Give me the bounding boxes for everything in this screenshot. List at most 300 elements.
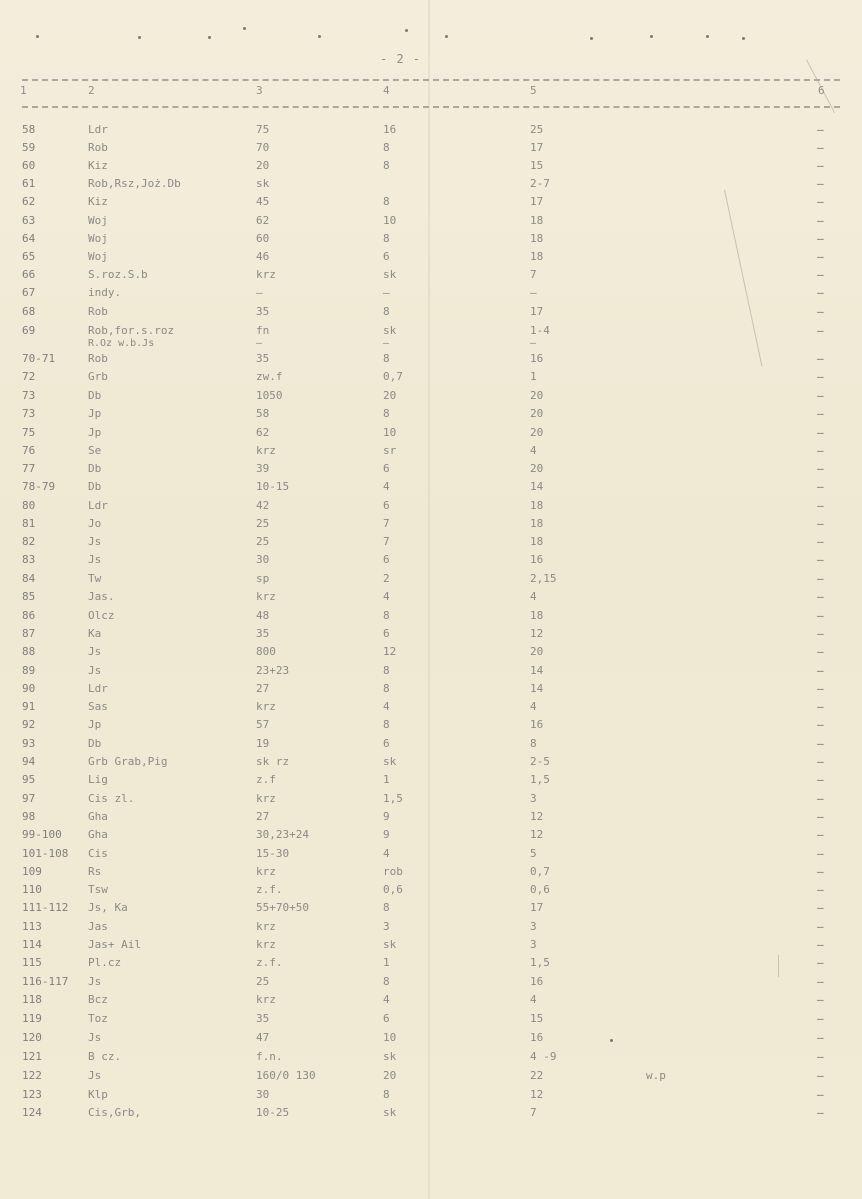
table-cell-5: 16	[530, 1031, 544, 1044]
table-row	[0, 1012, 862, 1030]
table-cell-1: 113	[22, 920, 42, 933]
table-cell-5: 17	[530, 305, 544, 318]
speck	[36, 35, 39, 38]
table-cell-5: 8	[530, 737, 537, 750]
table-cell-7: –	[817, 1069, 824, 1082]
table-cell-5: 0,7	[530, 865, 550, 878]
table-cell-4: 6	[383, 627, 390, 640]
table-cell-7: –	[817, 627, 824, 640]
table-cell-2: Woj	[88, 232, 108, 245]
table-cell-2: Ldr	[88, 682, 108, 695]
table-cell-2: Js, Ka	[88, 901, 128, 914]
table-cell-1: 92	[22, 718, 36, 731]
table-cell-5: 17	[530, 141, 544, 154]
table-cell-2: Ldr	[88, 123, 108, 136]
table-row	[0, 426, 862, 444]
table-cell-1: 101-108	[22, 847, 69, 860]
table-cell-7: –	[817, 352, 824, 365]
table-cell-3: 45	[256, 195, 270, 208]
table-cell-5: 4	[530, 590, 537, 603]
table-cell-7: –	[817, 975, 824, 988]
table-cell-3: krz	[256, 268, 276, 281]
table-cell-4: 8	[383, 664, 390, 677]
table-cell-4: 1,5	[383, 792, 403, 805]
table-cell-2: Woj	[88, 214, 108, 227]
table-cell-4: 0,7	[383, 370, 403, 383]
table-row	[0, 214, 862, 232]
table-cell-7: –	[817, 1088, 824, 1101]
table-cell-4: 6	[383, 737, 390, 750]
table-cell-4: 4	[383, 993, 390, 1006]
table-cell-4: sk	[383, 938, 397, 951]
column-header: 4	[383, 84, 390, 97]
table-cell-4: 4	[383, 590, 390, 603]
table-cell-1: 69	[22, 324, 36, 337]
table-cell-5: 20	[530, 462, 544, 475]
table-cell-3: 58	[256, 407, 270, 420]
table-cell-7: –	[817, 177, 824, 190]
table-row	[0, 141, 862, 159]
table-cell-3: 10-15	[256, 480, 290, 493]
table-cell-3: z.f	[256, 773, 276, 786]
table-cell-1: 109	[22, 865, 42, 878]
header-rule-top	[22, 79, 840, 81]
table-cell-5: 0,6	[530, 883, 550, 896]
table-cell-1: 124	[22, 1106, 42, 1119]
table-cell-5: 12	[530, 810, 544, 823]
table-cell-7: –	[817, 883, 824, 896]
table-cell-4: sr	[383, 444, 397, 457]
table-cell-1: 62	[22, 195, 36, 208]
table-cell-4: 1	[383, 773, 390, 786]
table-cell-2: Db	[88, 737, 102, 750]
table-cell-1: 94	[22, 755, 36, 768]
table-cell-7: –	[817, 700, 824, 713]
table-cell-2: Kiz	[88, 159, 108, 172]
table-row	[0, 462, 862, 480]
table-row	[0, 682, 862, 700]
table-row	[0, 1031, 862, 1049]
table-cell-5: 5	[530, 847, 537, 860]
table-cell-1: 76	[22, 444, 36, 457]
table-cell-4: 8	[383, 901, 390, 914]
table-cell-1: 120	[22, 1031, 42, 1044]
table-cell-7: –	[817, 462, 824, 475]
table-cell-2: Js	[88, 535, 102, 548]
speck	[243, 27, 246, 30]
table-cell-5: 4	[530, 444, 537, 457]
table-cell-5: 14	[530, 682, 544, 695]
table-cell-3: 60	[256, 232, 270, 245]
table-cell-7: –	[817, 305, 824, 318]
table-cell-2: Js	[88, 645, 102, 658]
table-cell-4: 8	[383, 682, 390, 695]
table-cell-7: –	[817, 810, 824, 823]
table-cell-4: 10	[383, 1031, 397, 1044]
table-cell-5: 1-4	[530, 324, 550, 337]
table-cell-4: 20	[383, 1069, 397, 1082]
column-header: 2	[88, 84, 95, 97]
table-cell-1: 89	[22, 664, 36, 677]
table-cell-4: 8	[383, 609, 390, 622]
table-row	[0, 1106, 862, 1124]
table-cell-3: zw.f	[256, 370, 283, 383]
table-cell-1: 121	[22, 1050, 42, 1063]
table-cell-7: –	[817, 938, 824, 951]
table-row	[0, 737, 862, 755]
table-cell-7: –	[817, 499, 824, 512]
table-cell-2: Lig	[88, 773, 108, 786]
table-cell-1: 72	[22, 370, 36, 383]
table-cell-5: 18	[530, 535, 544, 548]
table-cell-1: 91	[22, 700, 36, 713]
table-cell-5: 1	[530, 370, 537, 383]
table-row	[0, 499, 862, 517]
table-cell-3: 57	[256, 718, 270, 731]
table-row	[0, 975, 862, 993]
table-cell-1: 122	[22, 1069, 42, 1082]
table-cell-7: –	[817, 123, 824, 136]
table-cell-2: Js	[88, 664, 102, 677]
table-cell-1: 63	[22, 214, 36, 227]
table-cell-7: –	[817, 214, 824, 227]
table-cell-5: 4	[530, 993, 537, 1006]
table-cell-7: –	[817, 645, 824, 658]
table-cell-3: 62	[256, 426, 270, 439]
table-row	[0, 645, 862, 663]
table-row	[0, 828, 862, 846]
table-cell-7: –	[817, 232, 824, 245]
speck	[445, 35, 448, 38]
table-cell-5: 20	[530, 389, 544, 402]
table-cell-3: 55+70+50	[256, 901, 309, 914]
table-cell-2: S.roz.S.b	[88, 268, 148, 281]
table-cell-4: 8	[383, 975, 390, 988]
table-cell-7: –	[817, 159, 824, 172]
table-cell-7: –	[817, 828, 824, 841]
table-cell-4: 6	[383, 250, 390, 263]
table-cell-3: fn	[256, 324, 270, 337]
table-cell-1: 90	[22, 682, 36, 695]
table-cell-2: Woj	[88, 250, 108, 263]
table-cell-1: 78-79	[22, 480, 56, 493]
table-cell-3: krz	[256, 444, 276, 457]
table-cell-6: w.p	[646, 1069, 666, 1082]
table-row	[0, 1069, 862, 1087]
table-cell-4: 9	[383, 828, 390, 841]
table-row	[0, 1088, 862, 1106]
table-cell-5: 2-5	[530, 755, 550, 768]
table-cell-1: 85	[22, 590, 36, 603]
table-cell-5: 2,15	[530, 572, 557, 585]
table-cell-3: 75	[256, 123, 270, 136]
table-cell-2: Jas	[88, 920, 108, 933]
table-cell-5: 17	[530, 901, 544, 914]
table-cell-continuation: –	[256, 338, 263, 349]
table-cell-5: 15	[530, 159, 544, 172]
table-cell-2: Js	[88, 1069, 102, 1082]
table-cell-1: 98	[22, 810, 36, 823]
table-cell-2: Rob	[88, 352, 108, 365]
table-cell-1: 87	[22, 627, 36, 640]
table-cell-5: 2-7	[530, 177, 550, 190]
table-row	[0, 627, 862, 645]
table-cell-2: Rs	[88, 865, 102, 878]
table-row	[0, 553, 862, 571]
table-cell-1: 68	[22, 305, 36, 318]
table-cell-7: –	[817, 847, 824, 860]
table-cell-7: –	[817, 1012, 824, 1025]
table-row	[0, 718, 862, 736]
table-cell-4: 10	[383, 426, 397, 439]
table-cell-1: 77	[22, 462, 36, 475]
table-cell-2: Olcz	[88, 609, 115, 622]
table-cell-1: 99-100	[22, 828, 62, 841]
table-cell-3: 20	[256, 159, 270, 172]
table-row	[0, 370, 862, 388]
table-cell-2: Rob,for.s.roz	[88, 324, 175, 337]
table-cell-7: –	[817, 755, 824, 768]
table-cell-1: 80	[22, 499, 36, 512]
table-cell-7: –	[817, 389, 824, 402]
speck	[650, 35, 653, 38]
table-row	[0, 250, 862, 268]
table-cell-4: 20	[383, 389, 397, 402]
table-cell-2: Rob,Rsz,Joż.Db	[88, 177, 181, 190]
table-cell-4: 7	[383, 535, 390, 548]
table-cell-3: z.f.	[256, 883, 283, 896]
table-cell-3: 19	[256, 737, 270, 750]
table-cell-1: 73	[22, 389, 36, 402]
table-cell-5: 20	[530, 645, 544, 658]
table-row	[0, 324, 862, 349]
table-cell-7: –	[817, 286, 824, 299]
table-cell-2: Pl.cz	[88, 956, 122, 969]
table-cell-4: sk	[383, 324, 397, 337]
table-cell-4: –	[383, 286, 390, 299]
table-cell-3: sk rz	[256, 755, 290, 768]
table-cell-1: 67	[22, 286, 36, 299]
table-cell-2: Jas+ Ail	[88, 938, 141, 951]
table-row	[0, 572, 862, 590]
table-cell-3: 27	[256, 682, 270, 695]
table-cell-4: 6	[383, 462, 390, 475]
header-rule-bottom	[22, 106, 840, 108]
table-cell-2: Kiz	[88, 195, 108, 208]
table-cell-3: 160/0 130	[256, 1069, 316, 1082]
table-cell-2: Gha	[88, 828, 108, 841]
table-cell-4: sk	[383, 1050, 397, 1063]
table-cell-2: Jp	[88, 407, 102, 420]
table-cell-7: –	[817, 553, 824, 566]
table-cell-7: –	[817, 1031, 824, 1044]
table-cell-5: –	[530, 286, 537, 299]
table-cell-5: 14	[530, 480, 544, 493]
table-cell-4: sk	[383, 268, 397, 281]
table-cell-4: 8	[383, 1088, 390, 1101]
table-cell-2: Js	[88, 1031, 102, 1044]
table-cell-5: 17	[530, 195, 544, 208]
table-row	[0, 444, 862, 462]
table-cell-3: 35	[256, 305, 270, 318]
table-cell-1: 93	[22, 737, 36, 750]
table-cell-1: 123	[22, 1088, 42, 1101]
speck	[590, 37, 593, 40]
table-cell-1: 114	[22, 938, 42, 951]
table-row	[0, 609, 862, 627]
table-row	[0, 389, 862, 407]
table-cell-3: krz	[256, 993, 276, 1006]
table-cell-2: Rob	[88, 141, 108, 154]
table-row	[0, 535, 862, 553]
table-cell-4: sk	[383, 1106, 397, 1119]
table-row	[0, 773, 862, 791]
table-cell-4: 3	[383, 920, 390, 933]
table-cell-4: 9	[383, 810, 390, 823]
table-cell-4: 0,6	[383, 883, 403, 896]
table-cell-2: Cis zl.	[88, 792, 135, 805]
table-cell-5: 16	[530, 352, 544, 365]
table-cell-5: 12	[530, 627, 544, 640]
table-cell-7: –	[817, 407, 824, 420]
table-cell-2: Jp	[88, 718, 102, 731]
table-cell-4: 4	[383, 480, 390, 493]
table-cell-4: 6	[383, 1012, 390, 1025]
table-cell-1: 97	[22, 792, 36, 805]
table-cell-7: –	[817, 590, 824, 603]
table-row	[0, 792, 862, 810]
table-cell-3: 35	[256, 1012, 270, 1025]
table-cell-7: –	[817, 920, 824, 933]
table-cell-5: 12	[530, 828, 544, 841]
table-row	[0, 664, 862, 682]
table-cell-1: 115	[22, 956, 42, 969]
table-cell-7: –	[817, 865, 824, 878]
table-row	[0, 305, 862, 323]
table-cell-3: 800	[256, 645, 276, 658]
table-cell-5: 3	[530, 938, 537, 951]
table-cell-5: 20	[530, 407, 544, 420]
table-cell-5: 18	[530, 499, 544, 512]
table-cell-4: 8	[383, 352, 390, 365]
table-cell-3: 15-30	[256, 847, 290, 860]
table-cell-1: 75	[22, 426, 36, 439]
table-row	[0, 517, 862, 535]
table-cell-5: 3	[530, 920, 537, 933]
table-cell-2: Tw	[88, 572, 102, 585]
table-cell-2: Toz	[88, 1012, 108, 1025]
table-cell-5: 1,5	[530, 773, 550, 786]
table-cell-2: indy.	[88, 286, 122, 299]
table-cell-4: 8	[383, 195, 390, 208]
table-cell-1: 73	[22, 407, 36, 420]
table-cell-1: 86	[22, 609, 36, 622]
table-cell-7: –	[817, 370, 824, 383]
table-cell-1: 83	[22, 553, 36, 566]
table-cell-1: 58	[22, 123, 36, 136]
table-cell-4: 4	[383, 847, 390, 860]
table-cell-4: rob	[383, 865, 403, 878]
table-cell-2: Db	[88, 462, 102, 475]
table-cell-5: 25	[530, 123, 544, 136]
table-row	[0, 159, 862, 177]
table-cell-5: 18	[530, 214, 544, 227]
table-cell-1: 119	[22, 1012, 42, 1025]
table-cell-3: 30	[256, 1088, 270, 1101]
table-cell-5: 4	[530, 700, 537, 713]
table-cell-1: 118	[22, 993, 42, 1006]
table-cell-2: Jas.	[88, 590, 115, 603]
table-cell-2: Js	[88, 975, 102, 988]
table-cell-3: krz	[256, 792, 276, 805]
table-cell-5: 14	[530, 664, 544, 677]
table-cell-3: 10-25	[256, 1106, 290, 1119]
column-header: 1	[20, 84, 27, 97]
table-cell-2: Ka	[88, 627, 102, 640]
table-cell-7: –	[817, 480, 824, 493]
table-cell-3: 47	[256, 1031, 270, 1044]
table-cell-2: Db	[88, 480, 102, 493]
table-cell-7: –	[817, 1106, 824, 1119]
table-cell-3: z.f.	[256, 956, 283, 969]
table-cell-1: 59	[22, 141, 36, 154]
table-cell-4: 16	[383, 123, 397, 136]
column-header: 3	[256, 84, 263, 97]
table-cell-4: 7	[383, 517, 390, 530]
table-row	[0, 700, 862, 718]
table-cell-7: –	[817, 993, 824, 1006]
speck	[405, 29, 408, 32]
table-row	[0, 177, 862, 195]
table-cell-7: –	[817, 517, 824, 530]
table-row	[0, 810, 862, 828]
table-cell-3: 30,23+24	[256, 828, 309, 841]
table-cell-3: 62	[256, 214, 270, 227]
table-cell-1: 116-117	[22, 975, 69, 988]
table-cell-1: 84	[22, 572, 36, 585]
table-cell-7: –	[817, 444, 824, 457]
table-cell-1: 111-112	[22, 901, 69, 914]
table-cell-7: –	[817, 664, 824, 677]
table-row	[0, 956, 862, 974]
table-cell-3: 35	[256, 352, 270, 365]
table-cell-4: 6	[383, 553, 390, 566]
table-cell-5: 18	[530, 517, 544, 530]
table-cell-4: 8	[383, 159, 390, 172]
table-row	[0, 195, 862, 213]
table-cell-1: 95	[22, 773, 36, 786]
table-cell-4: 12	[383, 645, 397, 658]
table-cell-3: 42	[256, 499, 270, 512]
table-cell-3: 27	[256, 810, 270, 823]
table-row	[0, 938, 862, 956]
table-cell-3: krz	[256, 590, 276, 603]
table-cell-5: 4 -9	[530, 1050, 557, 1063]
table-cell-2: Grb Grab,Pig	[88, 755, 168, 768]
table-row	[0, 865, 862, 883]
table-cell-2: Cis,Grb,	[88, 1106, 141, 1119]
speck	[138, 36, 141, 39]
table-cell-4: 2	[383, 572, 390, 585]
table-cell-4: 8	[383, 232, 390, 245]
table-cell-2: Se	[88, 444, 102, 457]
table-cell-5: 3	[530, 792, 537, 805]
table-row	[0, 883, 862, 901]
table-cell-3: 70	[256, 141, 270, 154]
table-cell-1: 64	[22, 232, 36, 245]
table-cell-7: –	[817, 426, 824, 439]
table-cell-3: krz	[256, 865, 276, 878]
